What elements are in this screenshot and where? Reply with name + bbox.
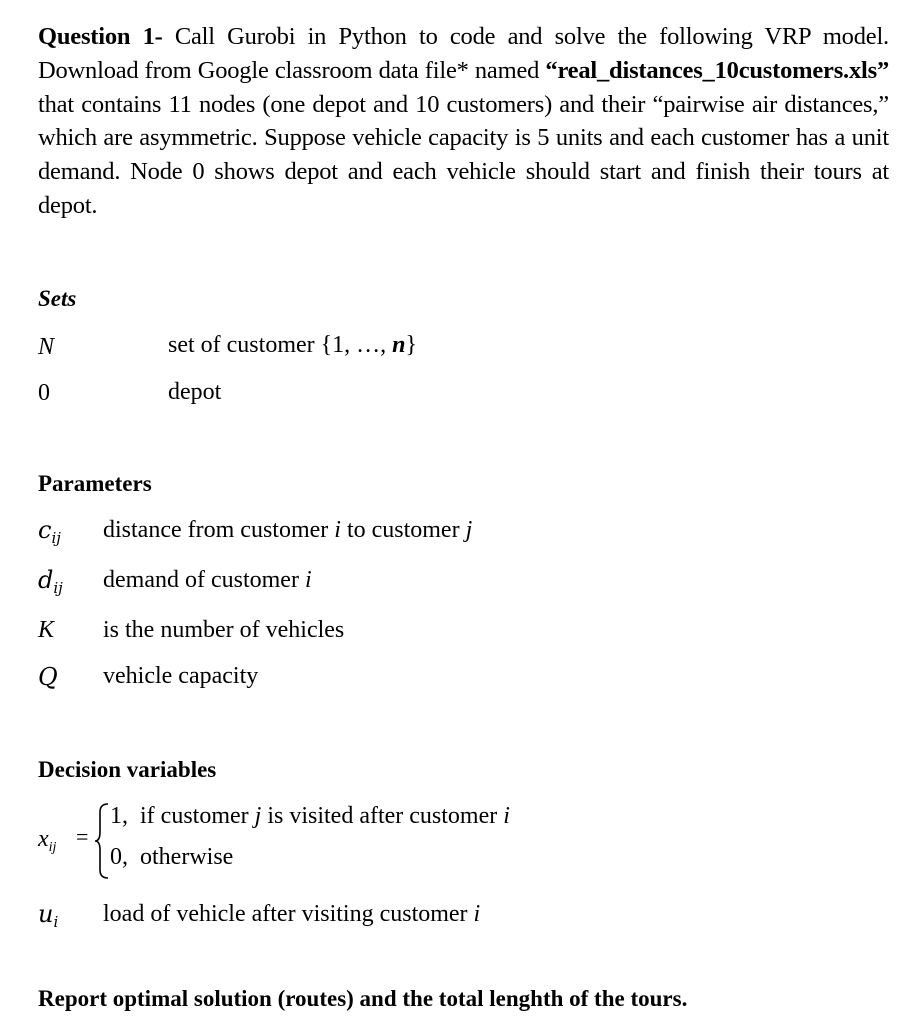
sets-heading: Sets [38, 286, 77, 311]
sets-desc-depot: depot [168, 379, 222, 405]
curly-brace-icon [94, 802, 110, 880]
x-case-two-value: 0, [110, 844, 128, 870]
question-label: Question 1- [38, 23, 163, 50]
param-desc-c-2: to customer [340, 517, 466, 543]
question-text-2: that contains 11 nodes (one depot and 10 customers) and their “pairwise air distances,” which are asymmetric. Suppose vehicle capacity is 5 units and each customer has a unit demand. Node 0 shows depot and each vehicle should start and finish their tours at depot. [38, 90, 889, 219]
param-desc-d [103, 567, 312, 594]
param-symbol-k: K [38, 617, 55, 643]
param-symbol-d [38, 566, 63, 597]
u-desc [103, 901, 480, 928]
u-desc-text: load of vehicle after visiting customer [103, 901, 474, 927]
sets-desc-n-suffix: } [405, 332, 418, 358]
x-case-one-var-j: j [254, 803, 262, 829]
param-symbol-d-main: d [38, 566, 54, 594]
u-symbol-sub: i [53, 913, 59, 931]
question-filename: “real_distances_10customers.xls” [545, 56, 889, 84]
question-text-1: Call Gurobi in Python to code and solve the following VRP model. Download from Google classroom data file* named [38, 23, 889, 84]
param-desc-c-1: distance from customer [103, 517, 335, 543]
x-symbol-main: x [38, 826, 49, 852]
parameters-heading: Parameters [38, 471, 152, 496]
param-symbol-q: Q [38, 663, 58, 691]
sets-desc-n-prefix: set of customer {1, …, [168, 332, 393, 358]
param-desc-c-var-i: i [334, 517, 341, 543]
param-desc-k: is the number of vehicles [103, 617, 345, 643]
param-desc-q: vehicle capacity [103, 663, 259, 689]
param-desc-d-var-i: i [304, 567, 312, 593]
x-symbol-sub: ij [48, 840, 57, 855]
decision-variables-heading: Decision variables [38, 757, 217, 782]
param-desc-c [103, 517, 472, 544]
u-desc-var-i: i [473, 901, 481, 927]
sets-symbol-n: N [38, 334, 55, 360]
param-symbol-d-sub: ij [53, 579, 63, 597]
question-paragraph [38, 20, 889, 223]
x-symbol [38, 826, 56, 856]
x-case-two-text: otherwise [140, 844, 234, 870]
u-symbol [38, 900, 58, 931]
x-case-one-text-a: if customer [140, 803, 255, 829]
u-symbol-main: u [38, 900, 54, 928]
param-desc-d-1: demand of customer [103, 567, 305, 593]
x-case-one-text-b: is visited after customer [261, 803, 504, 829]
x-equals: = [76, 824, 89, 849]
param-symbol-c [38, 516, 61, 547]
param-symbol-c-sub: ij [51, 529, 61, 547]
sets-desc-n [168, 332, 417, 359]
sets-desc-n-var: n [392, 332, 406, 358]
param-symbol-c-main: c [38, 516, 52, 544]
report-instruction: Report optimal solution (routes) and the total lenghth of the tours. [38, 986, 688, 1011]
x-case-one-var-i: i [503, 803, 510, 829]
x-case-one-value: 1, [110, 803, 128, 829]
sets-symbol-zero: 0 [38, 380, 50, 406]
param-desc-c-var-j: j [465, 517, 473, 543]
x-case-one [110, 803, 510, 830]
x-case-two [110, 844, 233, 871]
